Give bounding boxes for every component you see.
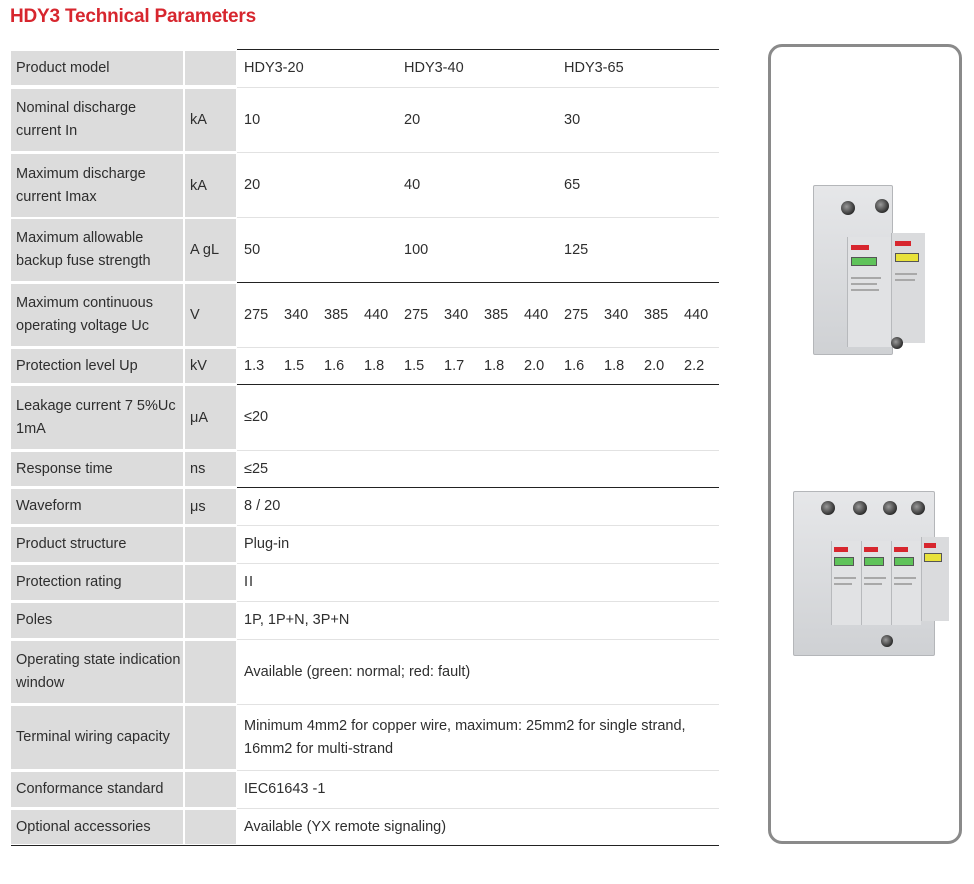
table-row-protection-level — [11, 348, 719, 384]
value: 50 — [244, 241, 261, 258]
row-unit: μs — [185, 489, 236, 524]
row-unit: ns — [185, 452, 236, 486]
value: 30 — [564, 111, 581, 128]
label-print — [894, 583, 912, 585]
value: 2.2 — [684, 357, 705, 374]
table-row-product-model — [11, 50, 719, 86]
value: 1.8 — [364, 357, 385, 374]
terminal-screw-icon — [841, 201, 855, 215]
product-image-1p-n — [811, 185, 931, 370]
row-value: 8 / 20 — [244, 498, 281, 514]
row-unit: kA — [185, 154, 236, 217]
row-label: Protection rating — [11, 565, 183, 600]
label-print — [895, 273, 917, 275]
terminal-screw-icon — [875, 199, 889, 213]
row-label: Maximum continuous operating voltage Uc — [11, 284, 183, 346]
table-row-leakage-current — [11, 385, 719, 450]
table-bottom-rule — [11, 845, 719, 846]
row-label: Protection level Up — [11, 349, 183, 383]
table-row-response-time — [11, 451, 719, 487]
value: 1.5 — [404, 357, 425, 374]
row-unit: A gL — [185, 219, 236, 281]
label-print — [864, 583, 882, 585]
model-hdy3-20: HDY3-20 — [244, 59, 304, 76]
module-face — [891, 233, 925, 343]
row-label: Leakage current 7 5%Uc 1mA — [11, 386, 183, 449]
value: 440 — [524, 306, 549, 323]
row-unit — [185, 641, 236, 703]
table-row-continuous-voltage — [11, 283, 719, 347]
status-window-green — [864, 557, 884, 566]
row-unit — [185, 527, 236, 562]
table-row-product-structure — [11, 526, 719, 563]
table-row-backup-fuse — [11, 218, 719, 282]
table-row-indication-window — [11, 640, 719, 704]
product-image-3p-n — [793, 491, 953, 661]
row-unit: kV — [185, 349, 236, 383]
row-values — [238, 50, 719, 86]
row-unit: V — [185, 284, 236, 346]
terminal-screw-icon — [821, 501, 835, 515]
row-values — [238, 88, 719, 152]
row-value: Available (green: normal; red: fault) — [244, 663, 471, 680]
value: 275 — [564, 306, 589, 323]
status-window-yellow — [895, 253, 919, 262]
status-window-green — [851, 257, 877, 266]
model-hdy3-65: HDY3-65 — [564, 59, 624, 76]
brand-logo — [851, 245, 869, 250]
row-value: ≤20 — [244, 409, 269, 425]
row-value: 1P, 1P+N, 3P+N — [244, 612, 350, 628]
row-values — [238, 153, 719, 218]
terminal-screw-icon — [853, 501, 867, 515]
row-label: Response time — [11, 452, 183, 486]
value: 40 — [404, 177, 421, 193]
value: 1.5 — [284, 357, 305, 374]
row-label: Maximum discharge current Imax — [11, 154, 183, 217]
row-value: Minimum 4mm2 for copper wire, maximum: 25mm2 for single strand, 16mm2 for multi-strand — [244, 717, 686, 757]
product-image-panel — [768, 44, 962, 844]
row-unit: kA — [185, 89, 236, 151]
value: 340 — [604, 306, 629, 323]
value: 20 — [244, 177, 261, 193]
row-value: IEC61643 -1 — [244, 781, 326, 797]
brand-logo — [834, 547, 848, 552]
terminal-screw-icon — [911, 501, 925, 515]
row-label: Maximum allowable backup fuse strength — [11, 219, 183, 281]
row-unit — [185, 810, 236, 844]
table-row-waveform — [11, 488, 719, 525]
row-values — [238, 283, 719, 347]
row-value: Available (YX remote signaling) — [244, 818, 447, 835]
table-row-accessories — [11, 809, 719, 845]
label-print — [864, 577, 886, 579]
row-label: Nominal discharge current In — [11, 89, 183, 151]
value: 10 — [244, 111, 261, 128]
value: 440 — [684, 306, 709, 323]
terminal-screw-icon — [881, 635, 893, 647]
brand-logo — [924, 543, 936, 548]
row-unit — [185, 565, 236, 600]
value: 275 — [244, 306, 269, 323]
row-values — [238, 218, 719, 282]
status-window-green — [834, 557, 854, 566]
label-print — [851, 277, 881, 279]
row-label: Poles — [11, 603, 183, 638]
value: 2.0 — [644, 357, 665, 374]
brand-logo — [895, 241, 911, 246]
value: 2.0 — [524, 357, 545, 374]
value: 1.6 — [564, 357, 585, 374]
brand-logo — [894, 547, 908, 552]
label-print — [895, 279, 915, 281]
value: 340 — [284, 306, 309, 323]
value: 275 — [404, 306, 429, 323]
value: 20 — [404, 111, 421, 128]
row-label: Product model — [11, 51, 183, 85]
status-window-green — [894, 557, 914, 566]
row-value: Plug-in — [244, 536, 290, 552]
row-unit — [185, 603, 236, 638]
label-print — [851, 283, 877, 285]
value: 340 — [444, 306, 469, 323]
value: 385 — [324, 306, 349, 323]
table-row-conformance — [11, 771, 719, 808]
terminal-screw-icon — [883, 501, 897, 515]
row-label: Waveform — [11, 489, 183, 524]
value: 385 — [644, 306, 669, 323]
label-print — [894, 577, 916, 579]
value: 125 — [564, 241, 589, 258]
status-window-yellow — [924, 553, 942, 562]
value: 65 — [564, 177, 581, 193]
row-label: Product structure — [11, 527, 183, 562]
label-print — [834, 583, 852, 585]
row-label: Optional accessories — [11, 810, 183, 844]
row-value: II — [244, 574, 255, 590]
value: 1.7 — [444, 357, 465, 374]
row-unit — [185, 706, 236, 769]
module-face — [847, 237, 893, 347]
row-label: Conformance standard — [11, 772, 183, 807]
table-row-max-discharge — [11, 153, 719, 218]
row-unit — [185, 51, 236, 85]
page-title: HDY3 Technical Parameters — [10, 6, 256, 27]
value: 100 — [404, 241, 429, 258]
table-row-poles — [11, 602, 719, 639]
terminal-screw-icon — [891, 337, 903, 349]
label-print — [834, 577, 856, 579]
brand-logo — [864, 547, 878, 552]
value: 1.8 — [604, 357, 625, 374]
table-row-nominal-discharge — [11, 88, 719, 152]
value: 1.6 — [324, 357, 345, 374]
row-unit: μA — [185, 386, 236, 449]
table-row-terminal-wiring — [11, 705, 719, 770]
label-print — [851, 289, 879, 291]
row-label: Terminal wiring capacity — [11, 706, 183, 769]
table-row-protection-rating — [11, 564, 719, 601]
value: 1.8 — [484, 357, 505, 374]
value: 1.3 — [244, 357, 265, 374]
model-hdy3-40: HDY3-40 — [404, 59, 464, 76]
row-unit — [185, 772, 236, 807]
row-label: Operating state indication window — [11, 641, 183, 703]
row-value: ≤25 — [244, 460, 269, 477]
value: 440 — [364, 306, 389, 323]
module-face — [921, 537, 949, 621]
value: 385 — [484, 306, 509, 323]
row-values — [238, 348, 719, 384]
